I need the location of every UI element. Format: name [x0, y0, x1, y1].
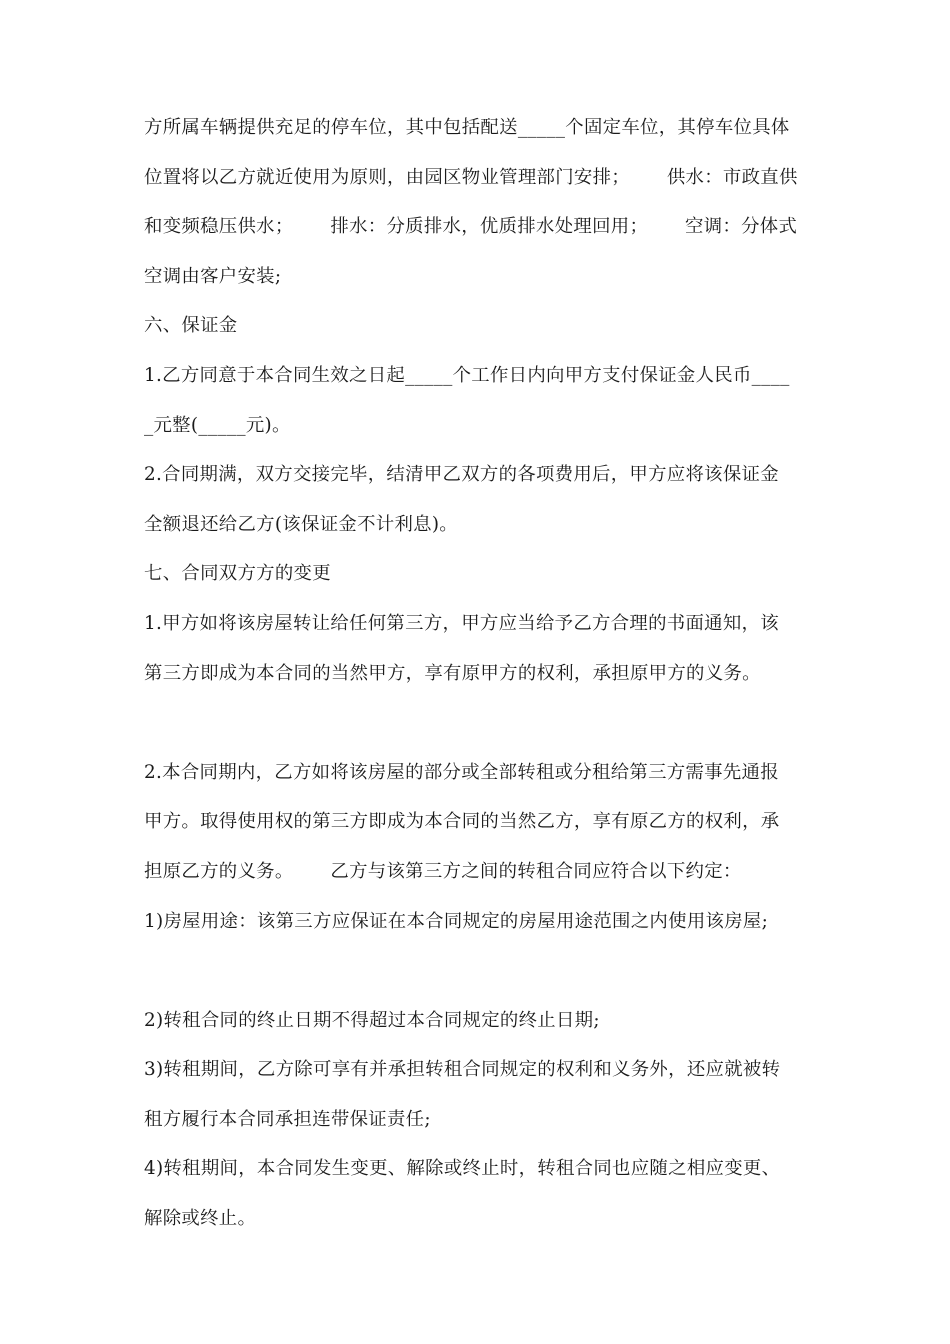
document-body — [144, 103, 808, 1244]
text-line: 1)房屋用途：该第三方应保证在本合同规定的房屋用途范围之内使用该房屋; — [144, 910, 769, 932]
text-line: 4)转租期间，本合同发生变更、解除或终止时，转租合同也应随之相应变更、 — [144, 1158, 781, 1180]
text-line: 甲方。取得使用权的第三方即成为本合同的当然乙方，享有原乙方的权利，承 — [144, 811, 780, 833]
text-line: 担原乙方的义务。 乙方与该第三方之间的转租合同应符合以下约定： — [144, 860, 742, 882]
section-heading-change: 七、合同双方方的变更 — [144, 563, 331, 585]
text-line: 第三方即成为本合同的当然甲方，享有原甲方的权利，承担原甲方的义务。 — [144, 662, 761, 684]
text-line: 2.合同期满，双方交接完毕，结清甲乙双方的各项费用后，甲方应将该保证金 — [144, 464, 779, 486]
text-line: _元整(_____元)。 — [144, 414, 291, 436]
blank-line — [144, 698, 808, 748]
text-line: 租方履行本合同承担连带保证责任; — [144, 1108, 431, 1130]
section-heading-deposit: 六、保证金 — [144, 315, 238, 337]
text-line: 空调由客户安装; — [144, 265, 282, 287]
text-line: 位置将以乙方就近使用为原则，由园区物业管理部门安排； 供水：市政直供 — [144, 166, 798, 188]
text-line: 2)转租合同的终止日期不得超过本合同规定的终止日期; — [144, 1009, 600, 1031]
text-line: 1.乙方同意于本合同生效之日起_____个工作日内向甲方支付保证金人民币____ — [144, 364, 790, 386]
text-line: 解除或终止。 — [144, 1208, 257, 1230]
text-line: 和变频稳压供水； 排水：分质排水，优质排水处理回用； 空调：分体式 — [144, 216, 798, 238]
text-line: 全额退还给乙方(该保证金不计利息)。 — [144, 513, 458, 535]
text-line: 3)转租期间，乙方除可享有并承担转租合同规定的权利和义务外，还应就被转 — [144, 1059, 781, 1081]
text-line: 1.甲方如将该房屋转让给任何第三方，甲方应当给予乙方合理的书面通知，该 — [144, 612, 779, 634]
text-line: 2.本合同期内，乙方如将该房屋的部分或全部转租或分租给第三方需事先通报 — [144, 761, 779, 783]
text-line: 方所属车辆提供充足的停车位，其中包括配送_____个固定车位，其停车位具体 — [144, 117, 790, 138]
blank-line — [144, 946, 808, 996]
